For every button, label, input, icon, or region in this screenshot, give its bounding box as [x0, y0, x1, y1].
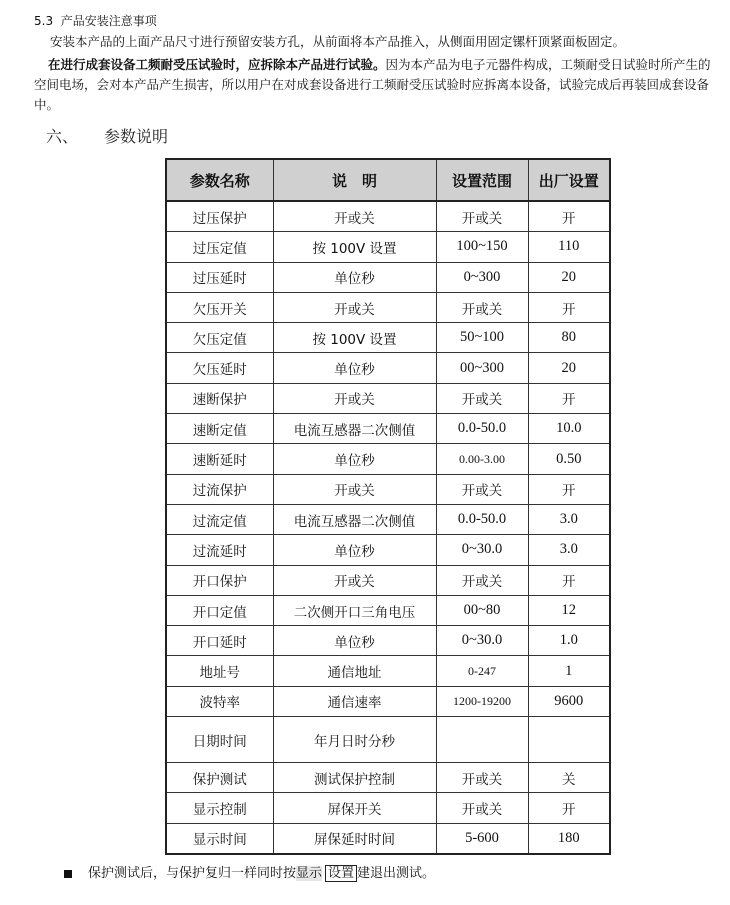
- cell-param-name: 保护测试: [166, 763, 273, 793]
- cell-default: 开: [528, 474, 610, 504]
- cell-param-name: 地址号: [166, 656, 273, 686]
- header-range: 设置范围: [436, 159, 528, 201]
- table-row: [166, 504, 610, 534]
- table-row: [166, 262, 610, 292]
- cell-default: 20: [528, 353, 610, 383]
- cell-default: 1.0: [528, 626, 610, 656]
- cell-default: 20: [528, 262, 610, 292]
- cell-default: 9600: [528, 686, 610, 716]
- cell-param-name: 过压延时: [166, 262, 273, 292]
- cell-param-name: 速断延时: [166, 444, 273, 474]
- cell-param-name: 速断保护: [166, 383, 273, 413]
- header-default: 出厂设置: [528, 159, 610, 201]
- cell-param-name: 显示时间: [166, 823, 273, 854]
- table-row: [166, 656, 610, 686]
- cell-default: 10.0: [528, 414, 610, 444]
- section-number: 5.3: [34, 14, 54, 28]
- cell-range: 开或关: [436, 793, 528, 823]
- cell-param-name: 开口保护: [166, 565, 273, 595]
- cell-range: 0.0-50.0: [436, 414, 528, 444]
- cell-range: 100~150: [436, 232, 528, 262]
- table-row: [166, 565, 610, 595]
- heading-number: 六、: [46, 127, 79, 146]
- cell-range: 开或关: [436, 201, 528, 232]
- table-row: [166, 292, 610, 322]
- section-title: 产品安装注意事项: [60, 14, 157, 28]
- cell-range: 0.00-3.00: [436, 444, 528, 474]
- table-row: [166, 686, 610, 716]
- cell-description: 通信地址: [273, 656, 436, 686]
- heading-title: 参数说明: [104, 127, 169, 146]
- cell-description: 通信速率: [273, 686, 436, 716]
- warning-bold-text: 在进行成套设备工频耐受压试验时，应拆除本产品进行试验。: [48, 57, 386, 72]
- table-row: [166, 823, 610, 854]
- cell-param-name: 过压保护: [166, 201, 273, 232]
- table-row: [166, 626, 610, 656]
- cell-default: 1: [528, 656, 610, 686]
- cell-description: 按 100V 设置: [273, 323, 436, 353]
- table-row: [166, 763, 610, 793]
- warning-paragraph: [34, 55, 714, 115]
- cell-description: 开或关: [273, 565, 436, 595]
- parameters-heading: [46, 125, 168, 149]
- cell-param-name: 日期时间: [166, 717, 273, 763]
- cell-param-name: 波特率: [166, 686, 273, 716]
- footnote: [64, 863, 435, 885]
- cell-range: 0~30.0: [436, 626, 528, 656]
- cell-range: 1200-19200: [436, 686, 528, 716]
- cell-description: 屏保延时时间: [273, 823, 436, 854]
- cell-description: 开或关: [273, 292, 436, 322]
- section-heading: [34, 12, 157, 30]
- cell-default: 开: [528, 565, 610, 595]
- cell-range: 0.0-50.0: [436, 504, 528, 534]
- cell-description: 单位秒: [273, 535, 436, 565]
- table-row: [166, 793, 610, 823]
- cell-default: 开: [528, 793, 610, 823]
- table-row: [166, 595, 610, 625]
- cell-default: 0.50: [528, 444, 610, 474]
- table-row: [166, 323, 610, 353]
- cell-range: 50~100: [436, 323, 528, 353]
- cell-default: 开: [528, 383, 610, 413]
- cell-range: 开或关: [436, 383, 528, 413]
- cell-range: 开或关: [436, 565, 528, 595]
- cell-range: 0~30.0: [436, 535, 528, 565]
- table-body: [166, 201, 610, 854]
- cell-default: 110: [528, 232, 610, 262]
- cell-range: 开或关: [436, 292, 528, 322]
- cell-description: 开或关: [273, 383, 436, 413]
- table-row: [166, 535, 610, 565]
- cell-range: 0-247: [436, 656, 528, 686]
- cell-param-name: 开口定值: [166, 595, 273, 625]
- header-param-name: 参数名称: [166, 159, 273, 201]
- cell-description: 开或关: [273, 201, 436, 232]
- cell-default: 关: [528, 763, 610, 793]
- display-key-label: 显示: [296, 866, 323, 881]
- cell-default: 180: [528, 823, 610, 854]
- bullet-icon: [64, 870, 72, 878]
- cell-param-name: 过流定值: [166, 504, 273, 534]
- cell-param-name: 欠压开关: [166, 292, 273, 322]
- warning-rest-text: 因为本产品为电子元器件构成，工频耐受日试验时所产生的空间电场，会对本产品产生损害，所以用户在对成套设备进行工频耐受压试验时应拆离本设备，试验完成后再装回成套设备中。: [34, 57, 711, 112]
- note-text-before: 保护测试后，与保护复归一样同时按: [88, 866, 297, 881]
- cell-default: 开: [528, 292, 610, 322]
- table-row: [166, 717, 610, 763]
- cell-description: 电流互感器二次侧值: [273, 414, 436, 444]
- cell-range: 开或关: [436, 474, 528, 504]
- cell-description: 年月日时分秒: [273, 717, 436, 763]
- cell-description: 屏保开关: [273, 793, 436, 823]
- cell-range: 0~300: [436, 262, 528, 292]
- cell-description: 单位秒: [273, 353, 436, 383]
- cell-description: 二次侧开口三角电压: [273, 595, 436, 625]
- table-row: [166, 474, 610, 504]
- cell-param-name: 过流延时: [166, 535, 273, 565]
- cell-param-name: 欠压定值: [166, 323, 273, 353]
- cell-param-name: 欠压延时: [166, 353, 273, 383]
- cell-param-name: 过压定值: [166, 232, 273, 262]
- cell-description: 单位秒: [273, 444, 436, 474]
- cell-default: 3.0: [528, 535, 610, 565]
- setting-key-label: 设置: [325, 865, 357, 882]
- table-row: [166, 444, 610, 474]
- cell-default: 3.0: [528, 504, 610, 534]
- cell-range: 开或关: [436, 763, 528, 793]
- cell-range: 00~300: [436, 353, 528, 383]
- table-row: [166, 414, 610, 444]
- cell-description: 开或关: [273, 474, 436, 504]
- header-description: 说 明: [273, 159, 436, 201]
- cell-param-name: 速断定值: [166, 414, 273, 444]
- table-row: [166, 383, 610, 413]
- install-paragraph: 安装本产品的上面产品尺寸进行预留安装方孔，从前面将本产品推入，从侧面用固定镙杆顶紧面板固定。: [50, 34, 626, 49]
- table-header-row: [166, 159, 610, 201]
- cell-description: 单位秒: [273, 262, 436, 292]
- cell-default: 开: [528, 201, 610, 232]
- cell-range: 00~80: [436, 595, 528, 625]
- cell-param-name: 显示控制: [166, 793, 273, 823]
- cell-param-name: 开口延时: [166, 626, 273, 656]
- parameters-table: [165, 158, 611, 855]
- table-row: [166, 353, 610, 383]
- cell-default: 12: [528, 595, 610, 625]
- cell-description: 测试保护控制: [273, 763, 436, 793]
- note-text-after: 建退出测试。: [357, 866, 436, 881]
- cell-description: 电流互感器二次侧值: [273, 504, 436, 534]
- cell-range: 5-600: [436, 823, 528, 854]
- table-row: [166, 232, 610, 262]
- cell-description: 按 100V 设置: [273, 232, 436, 262]
- cell-range: [436, 717, 528, 763]
- cell-description: 单位秒: [273, 626, 436, 656]
- cell-param-name: 过流保护: [166, 474, 273, 504]
- cell-default: [528, 717, 610, 763]
- cell-default: 80: [528, 323, 610, 353]
- table-row: [166, 201, 610, 232]
